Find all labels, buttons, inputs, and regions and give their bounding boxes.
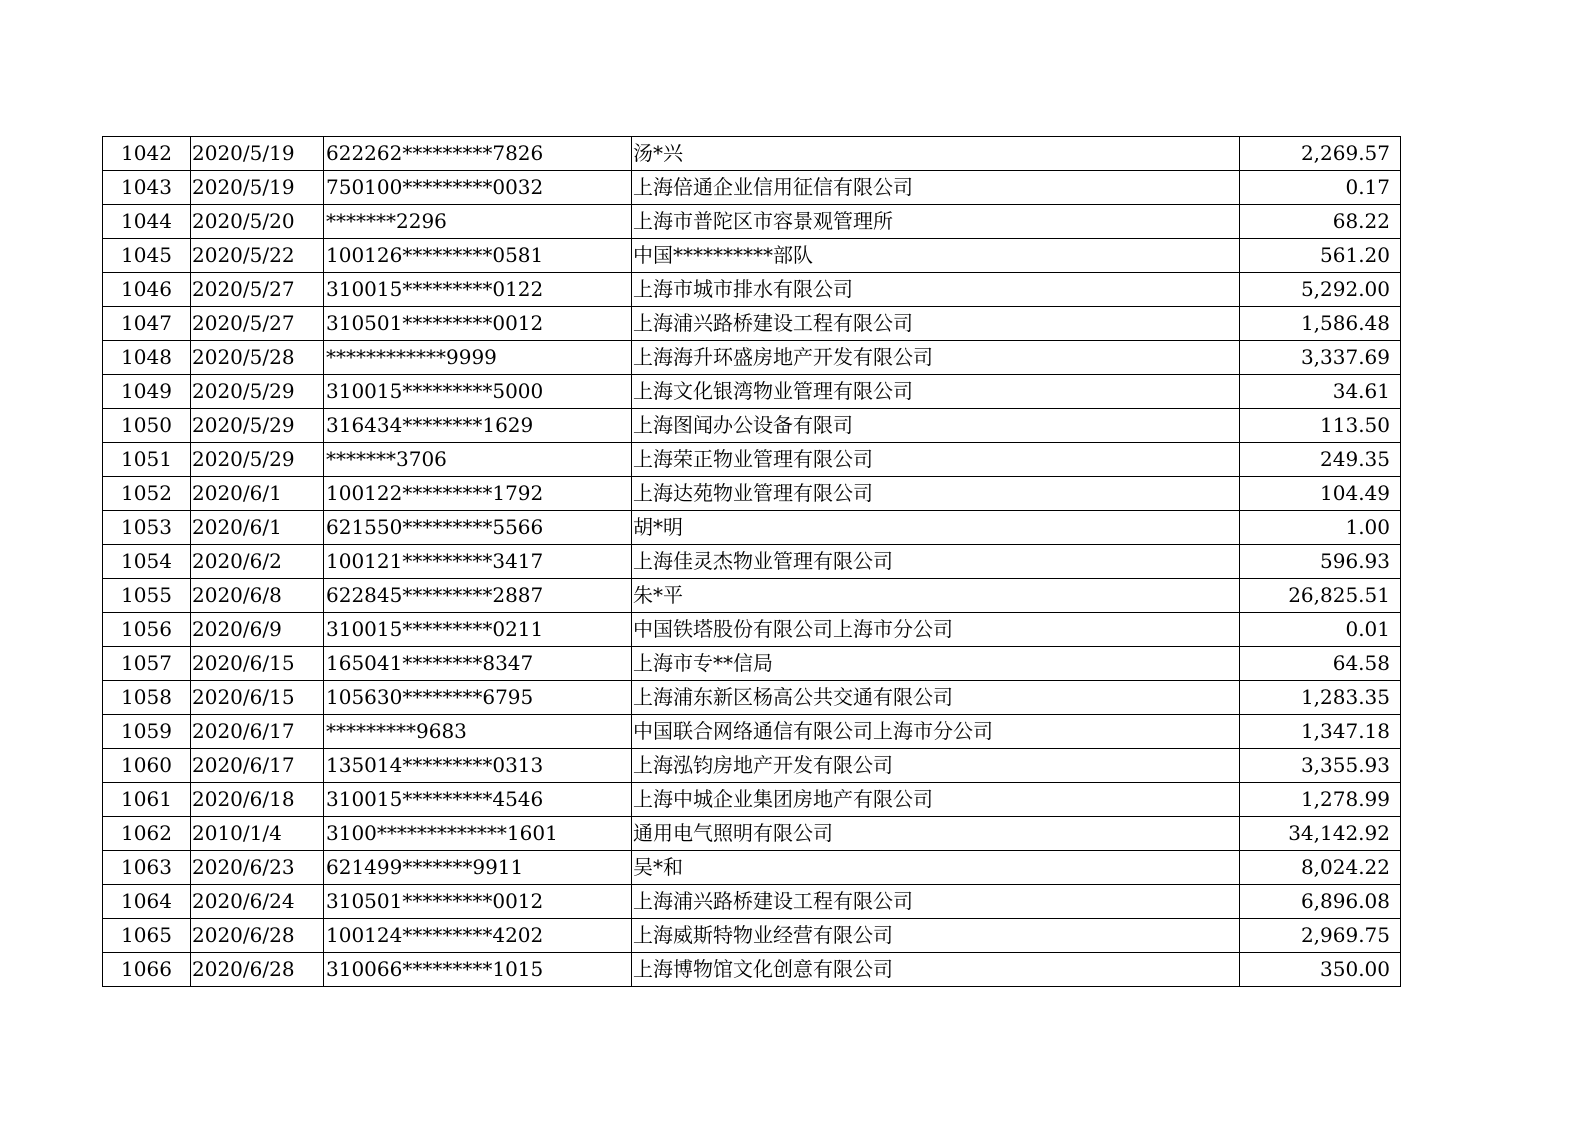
cell-amount: 596.93 bbox=[1240, 545, 1401, 579]
cell-name: 上海市城市排水有限公司 bbox=[632, 273, 1240, 307]
table-row bbox=[103, 171, 1401, 205]
table-row bbox=[103, 375, 1401, 409]
cell-seq: 1054 bbox=[103, 545, 191, 579]
records-table bbox=[102, 136, 1401, 987]
cell-account: 310015*********4546 bbox=[324, 783, 632, 817]
cell-seq: 1066 bbox=[103, 953, 191, 987]
table-row bbox=[103, 647, 1401, 681]
table-row bbox=[103, 477, 1401, 511]
cell-seq: 1059 bbox=[103, 715, 191, 749]
cell-name: 汤*兴 bbox=[632, 137, 1240, 171]
cell-date: 2020/6/17 bbox=[191, 715, 324, 749]
cell-name: 中国联合网络通信有限公司上海市分公司 bbox=[632, 715, 1240, 749]
cell-seq: 1062 bbox=[103, 817, 191, 851]
table-row bbox=[103, 205, 1401, 239]
cell-account: 100126*********0581 bbox=[324, 239, 632, 273]
cell-date: 2020/6/28 bbox=[191, 953, 324, 987]
cell-name: 吴*和 bbox=[632, 851, 1240, 885]
cell-seq: 1049 bbox=[103, 375, 191, 409]
cell-name: 上海浦东新区杨高公共交通有限公司 bbox=[632, 681, 1240, 715]
cell-account: 316434********1629 bbox=[324, 409, 632, 443]
cell-account: 310501*********0012 bbox=[324, 307, 632, 341]
cell-account: *********9683 bbox=[324, 715, 632, 749]
cell-seq: 1057 bbox=[103, 647, 191, 681]
cell-name: 上海市普陀区市容景观管理所 bbox=[632, 205, 1240, 239]
cell-date: 2010/1/4 bbox=[191, 817, 324, 851]
cell-amount: 64.58 bbox=[1240, 647, 1401, 681]
cell-account: 310066*********1015 bbox=[324, 953, 632, 987]
cell-amount: 8,024.22 bbox=[1240, 851, 1401, 885]
table-row bbox=[103, 579, 1401, 613]
cell-amount: 68.22 bbox=[1240, 205, 1401, 239]
table-row bbox=[103, 341, 1401, 375]
cell-seq: 1061 bbox=[103, 783, 191, 817]
cell-date: 2020/5/20 bbox=[191, 205, 324, 239]
cell-name: 上海荣正物业管理有限公司 bbox=[632, 443, 1240, 477]
cell-amount: 3,337.69 bbox=[1240, 341, 1401, 375]
table-row bbox=[103, 953, 1401, 987]
cell-name: 上海文化银湾物业管理有限公司 bbox=[632, 375, 1240, 409]
cell-amount: 1,283.35 bbox=[1240, 681, 1401, 715]
cell-account: ************9999 bbox=[324, 341, 632, 375]
cell-date: 2020/6/23 bbox=[191, 851, 324, 885]
table-row bbox=[103, 681, 1401, 715]
cell-seq: 1064 bbox=[103, 885, 191, 919]
table-row bbox=[103, 307, 1401, 341]
records-table-body bbox=[103, 137, 1401, 987]
cell-account: 135014*********0313 bbox=[324, 749, 632, 783]
cell-seq: 1058 bbox=[103, 681, 191, 715]
cell-name: 上海市专**信局 bbox=[632, 647, 1240, 681]
cell-date: 2020/6/17 bbox=[191, 749, 324, 783]
cell-amount: 5,292.00 bbox=[1240, 273, 1401, 307]
cell-date: 2020/5/29 bbox=[191, 443, 324, 477]
cell-seq: 1043 bbox=[103, 171, 191, 205]
cell-amount: 1.00 bbox=[1240, 511, 1401, 545]
table-row bbox=[103, 851, 1401, 885]
cell-date: 2020/6/9 bbox=[191, 613, 324, 647]
cell-name: 上海博物馆文化创意有限公司 bbox=[632, 953, 1240, 987]
cell-name: 上海达苑物业管理有限公司 bbox=[632, 477, 1240, 511]
cell-seq: 1056 bbox=[103, 613, 191, 647]
cell-seq: 1047 bbox=[103, 307, 191, 341]
table-row bbox=[103, 443, 1401, 477]
cell-seq: 1050 bbox=[103, 409, 191, 443]
table-row bbox=[103, 273, 1401, 307]
cell-seq: 1051 bbox=[103, 443, 191, 477]
cell-name: 上海浦兴路桥建设工程有限公司 bbox=[632, 307, 1240, 341]
cell-date: 2020/6/8 bbox=[191, 579, 324, 613]
cell-amount: 1,278.99 bbox=[1240, 783, 1401, 817]
table-row bbox=[103, 613, 1401, 647]
cell-date: 2020/5/27 bbox=[191, 307, 324, 341]
cell-seq: 1052 bbox=[103, 477, 191, 511]
cell-name: 中国铁塔股份有限公司上海市分公司 bbox=[632, 613, 1240, 647]
cell-seq: 1053 bbox=[103, 511, 191, 545]
cell-seq: 1065 bbox=[103, 919, 191, 953]
cell-amount: 2,969.75 bbox=[1240, 919, 1401, 953]
cell-name: 中国**********部队 bbox=[632, 239, 1240, 273]
cell-account: 622262*********7826 bbox=[324, 137, 632, 171]
cell-name: 上海中城企业集团房地产有限公司 bbox=[632, 783, 1240, 817]
table-row bbox=[103, 511, 1401, 545]
table-row bbox=[103, 749, 1401, 783]
cell-name: 上海倍通企业信用征信有限公司 bbox=[632, 171, 1240, 205]
cell-account: 310501*********0012 bbox=[324, 885, 632, 919]
cell-name: 通用电气照明有限公司 bbox=[632, 817, 1240, 851]
cell-name: 上海浦兴路桥建设工程有限公司 bbox=[632, 885, 1240, 919]
cell-amount: 249.35 bbox=[1240, 443, 1401, 477]
cell-account: *******2296 bbox=[324, 205, 632, 239]
cell-seq: 1044 bbox=[103, 205, 191, 239]
table-row bbox=[103, 783, 1401, 817]
table-row bbox=[103, 885, 1401, 919]
cell-date: 2020/5/19 bbox=[191, 137, 324, 171]
cell-amount: 3,355.93 bbox=[1240, 749, 1401, 783]
cell-amount: 113.50 bbox=[1240, 409, 1401, 443]
cell-name: 朱*平 bbox=[632, 579, 1240, 613]
cell-seq: 1060 bbox=[103, 749, 191, 783]
cell-account: *******3706 bbox=[324, 443, 632, 477]
cell-seq: 1048 bbox=[103, 341, 191, 375]
cell-name: 上海威斯特物业经营有限公司 bbox=[632, 919, 1240, 953]
cell-name: 上海佳灵杰物业管理有限公司 bbox=[632, 545, 1240, 579]
cell-date: 2020/5/29 bbox=[191, 375, 324, 409]
cell-amount: 34.61 bbox=[1240, 375, 1401, 409]
cell-account: 310015*********5000 bbox=[324, 375, 632, 409]
table-row bbox=[103, 919, 1401, 953]
cell-amount: 0.01 bbox=[1240, 613, 1401, 647]
cell-amount: 1,347.18 bbox=[1240, 715, 1401, 749]
cell-account: 621499*******9911 bbox=[324, 851, 632, 885]
cell-amount: 1,586.48 bbox=[1240, 307, 1401, 341]
cell-amount: 6,896.08 bbox=[1240, 885, 1401, 919]
cell-account: 621550*********5566 bbox=[324, 511, 632, 545]
table-row bbox=[103, 137, 1401, 171]
cell-date: 2020/5/28 bbox=[191, 341, 324, 375]
cell-date: 2020/6/24 bbox=[191, 885, 324, 919]
cell-seq: 1046 bbox=[103, 273, 191, 307]
cell-seq: 1063 bbox=[103, 851, 191, 885]
cell-date: 2020/6/18 bbox=[191, 783, 324, 817]
cell-date: 2020/6/1 bbox=[191, 511, 324, 545]
cell-account: 310015*********0122 bbox=[324, 273, 632, 307]
cell-account: 165041********8347 bbox=[324, 647, 632, 681]
cell-date: 2020/5/29 bbox=[191, 409, 324, 443]
cell-name: 上海泓钧房地产开发有限公司 bbox=[632, 749, 1240, 783]
table-row bbox=[103, 409, 1401, 443]
cell-date: 2020/5/19 bbox=[191, 171, 324, 205]
cell-amount: 350.00 bbox=[1240, 953, 1401, 987]
table-row bbox=[103, 545, 1401, 579]
cell-amount: 26,825.51 bbox=[1240, 579, 1401, 613]
cell-seq: 1045 bbox=[103, 239, 191, 273]
cell-amount: 0.17 bbox=[1240, 171, 1401, 205]
cell-date: 2020/6/15 bbox=[191, 647, 324, 681]
cell-account: 622845*********2887 bbox=[324, 579, 632, 613]
cell-account: 100122*********1792 bbox=[324, 477, 632, 511]
cell-amount: 2,269.57 bbox=[1240, 137, 1401, 171]
cell-amount: 34,142.92 bbox=[1240, 817, 1401, 851]
cell-account: 100124*********4202 bbox=[324, 919, 632, 953]
cell-account: 105630********6795 bbox=[324, 681, 632, 715]
cell-date: 2020/6/15 bbox=[191, 681, 324, 715]
cell-date: 2020/5/27 bbox=[191, 273, 324, 307]
cell-account: 100121*********3417 bbox=[324, 545, 632, 579]
cell-account: 3100*************1601 bbox=[324, 817, 632, 851]
cell-seq: 1055 bbox=[103, 579, 191, 613]
cell-amount: 561.20 bbox=[1240, 239, 1401, 273]
cell-date: 2020/6/2 bbox=[191, 545, 324, 579]
table-row bbox=[103, 817, 1401, 851]
cell-amount: 104.49 bbox=[1240, 477, 1401, 511]
cell-name: 上海海升环盛房地产开发有限公司 bbox=[632, 341, 1240, 375]
cell-name: 胡*明 bbox=[632, 511, 1240, 545]
cell-seq: 1042 bbox=[103, 137, 191, 171]
cell-date: 2020/6/28 bbox=[191, 919, 324, 953]
cell-name: 上海图闻办公设备有限司 bbox=[632, 409, 1240, 443]
cell-account: 750100*********0032 bbox=[324, 171, 632, 205]
table-row bbox=[103, 239, 1401, 273]
cell-date: 2020/5/22 bbox=[191, 239, 324, 273]
table-row bbox=[103, 715, 1401, 749]
cell-account: 310015*********0211 bbox=[324, 613, 632, 647]
cell-date: 2020/6/1 bbox=[191, 477, 324, 511]
